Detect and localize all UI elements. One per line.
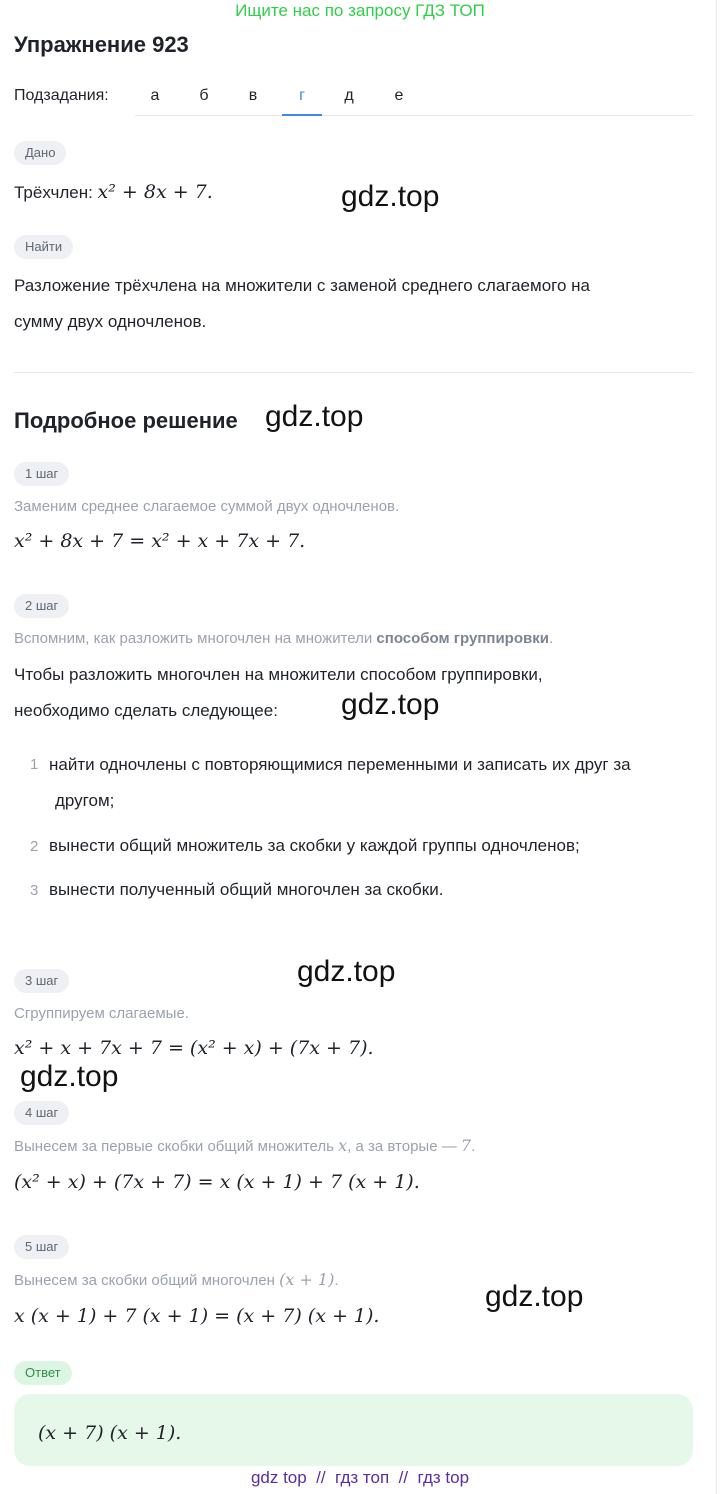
list-item-1-line-1: найти одночлены с повторяющимися переменными и записать их друг за	[49, 755, 631, 774]
step-1-chip: 1 шаг	[14, 462, 69, 486]
step-5-hint-math: (x + 1)	[279, 1270, 335, 1289]
promo-banner: Ищите нас по запросу ГДЗ ТОП	[235, 1, 485, 20]
step-5-hint	[14, 1270, 339, 1291]
answer-formula: (x + 7) (x + 1).	[38, 1422, 182, 1444]
step-2-chip: 2 шаг	[14, 594, 69, 618]
watermark-5: gdz.top	[20, 1060, 119, 1093]
solution-title: Подробное решение	[14, 408, 238, 433]
answer-chip: Ответ	[14, 1361, 72, 1385]
given-line	[14, 178, 213, 207]
step-4-hint-text: Вынесем за первые скобки общий множитель	[14, 1138, 339, 1155]
step-4-hint-math-2: 7	[460, 1136, 472, 1155]
list-item-1-line-2: другом;	[55, 791, 115, 810]
watermark-2: gdz.top	[265, 400, 364, 433]
watermark-3: gdz.top	[341, 688, 440, 721]
step-4-formula: (x² + x) + (7x + 7) = x (x + 1) + 7 (x + 1).	[14, 1171, 420, 1193]
list-num-1: 1	[30, 756, 39, 773]
tab-b[interactable]: б	[199, 87, 209, 104]
step-5-hint-text: Вынесем за скобки общий многочлен	[14, 1272, 280, 1289]
watermark-6: gdz.top	[485, 1280, 584, 1313]
step-4-hint	[14, 1136, 475, 1157]
step-2-text-1: Чтобы разложить многочлен на множители способом группировки,	[14, 665, 543, 684]
find-line-2: сумму двух одночленов.	[14, 312, 207, 331]
page-edge	[716, 0, 717, 1494]
step-4-hint-mid: , а за вторые —	[347, 1138, 461, 1155]
step-4-hint-end: .	[471, 1138, 476, 1155]
watermark-1: gdz.top	[341, 180, 440, 213]
given-formula: x² + 8x + 7.	[97, 181, 213, 203]
step-2-hint-bold: способом группировки	[376, 630, 549, 647]
watermark-4: gdz.top	[297, 955, 396, 988]
tab-e[interactable]: е	[394, 87, 404, 104]
step-5-formula: x (x + 1) + 7 (x + 1) = (x + 7) (x + 1).	[14, 1305, 380, 1327]
step-2-hint-end: .	[548, 630, 554, 647]
list-item-3: вынести полученный общий многочлен за скобки.	[49, 880, 444, 899]
tab-g[interactable]: г	[282, 86, 322, 116]
section-divider	[14, 372, 693, 373]
step-2-text-2: необходимо сделать следующее:	[14, 701, 278, 720]
tab-d[interactable]: д	[344, 87, 354, 104]
find-line-1: Разложение трёхчлена на множители с заменой среднего слагаемого на	[14, 276, 590, 295]
given-text: Трёхчлен:	[14, 183, 98, 202]
step-3-chip: 3 шаг	[14, 969, 69, 993]
step-4-chip: 4 шаг	[14, 1101, 69, 1125]
step-3-formula: x² + x + 7x + 7 = (x² + x) + (7x + 7).	[14, 1037, 374, 1059]
list-num-3: 3	[30, 882, 39, 899]
find-chip: Найти	[14, 235, 73, 259]
tab-v[interactable]: в	[248, 87, 258, 104]
footer-links[interactable]: gdz top // гдз топ // гдз top	[250, 1468, 470, 1487]
step-4-hint-math-1: x	[338, 1136, 348, 1155]
step-1-formula: x² + 8x + 7 = x² + x + 7x + 7.	[14, 530, 306, 552]
subtasks-label: Подзадания:	[14, 87, 109, 104]
step-2-hint-text: Вспомним, как разложить многочлен на множители	[14, 630, 377, 647]
step-2-hint	[14, 629, 553, 649]
list-item-2: вынести общий множитель за скобки у каждой группы одночленов;	[49, 836, 580, 855]
page-title: Упражнение 923	[14, 32, 189, 57]
step-1-hint: Заменим среднее слагаемое суммой двух одночленов.	[14, 498, 400, 515]
step-5-chip: 5 шаг	[14, 1235, 69, 1259]
step-5-hint-end: .	[334, 1272, 339, 1289]
tab-a[interactable]: а	[150, 87, 160, 104]
list-num-2: 2	[30, 838, 39, 855]
step-3-hint: Сгруппируем слагаемые.	[14, 1005, 189, 1022]
given-chip: Дано	[14, 141, 66, 165]
